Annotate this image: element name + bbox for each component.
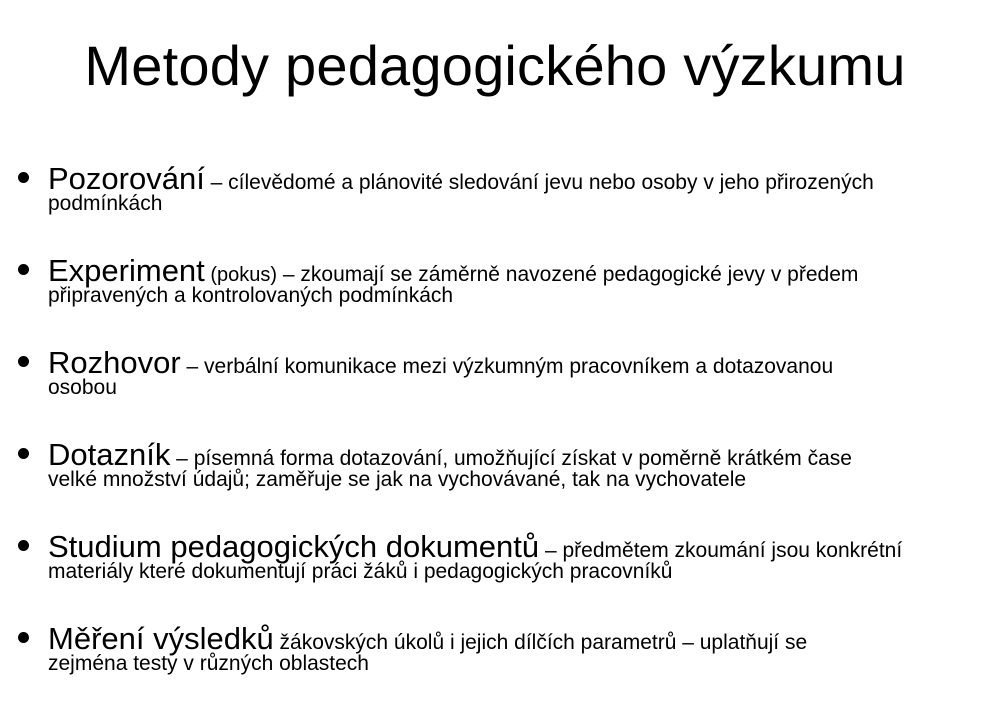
- list-item-pozorovani: [48, 162, 998, 217]
- bullet-icon: [18, 448, 29, 459]
- item-description-continuation: zejména testy v různých oblastech: [48, 652, 369, 675]
- item-description: žákovských úkolů i jejich dílčích parametrů – uplatňují se: [273, 631, 808, 654]
- item-term: Experiment: [48, 253, 205, 288]
- item-description-continuation: velké množství údajů; zaměřuje se jak na vychovávané, tak na vychovatele: [48, 468, 747, 491]
- item-description: – písemná forma dotazování, umožňující získat v poměrně krátkém čase: [170, 447, 852, 470]
- list-item-experiment: [48, 254, 998, 309]
- item-description-continuation: osobou: [48, 376, 117, 399]
- item-description-continuation: podmínkách: [48, 192, 163, 215]
- list-item-studium: [48, 530, 998, 585]
- slide-title: Metody pedagogického výzkumu: [84, 34, 906, 97]
- item-description: – předmětem zkoumání jsou konkrétní: [539, 539, 903, 562]
- item-first-line: [48, 162, 998, 196]
- item-description-continuation: materiály které dokumentují práci žáků i pedagogických pracovníků: [48, 560, 673, 583]
- item-term: Měření výsledků: [48, 621, 274, 656]
- bullet-icon: [18, 632, 29, 643]
- bullet-icon: [18, 540, 29, 551]
- list-item-dotaznik: [48, 438, 998, 493]
- item-term: Dotazník: [48, 437, 171, 472]
- item-term: Pozorování: [48, 161, 205, 196]
- bullet-icon: [18, 172, 29, 183]
- list-item-mereni: [48, 622, 998, 677]
- bullet-icon: [18, 356, 29, 367]
- item-term: Rozhovor: [48, 345, 181, 380]
- item-description-continuation: připravených a kontrolovaných podmínkách: [48, 284, 454, 307]
- item-description: – cílevědomé a plánovité sledování jevu nebo osoby v jeho přirozených: [204, 171, 874, 194]
- item-description: – zkoumají se záměrně navozené pedagogické jevy v předem: [277, 263, 859, 286]
- list-item-rozhovor: [48, 346, 998, 401]
- item-term: Studium pedagogických dokumentů: [48, 529, 540, 564]
- item-description: – verbální komunikace mezi výzkumným pracovníkem a dotazovanou: [180, 355, 834, 378]
- bullet-icon: [18, 264, 29, 275]
- item-aside: (pokus): [204, 264, 278, 286]
